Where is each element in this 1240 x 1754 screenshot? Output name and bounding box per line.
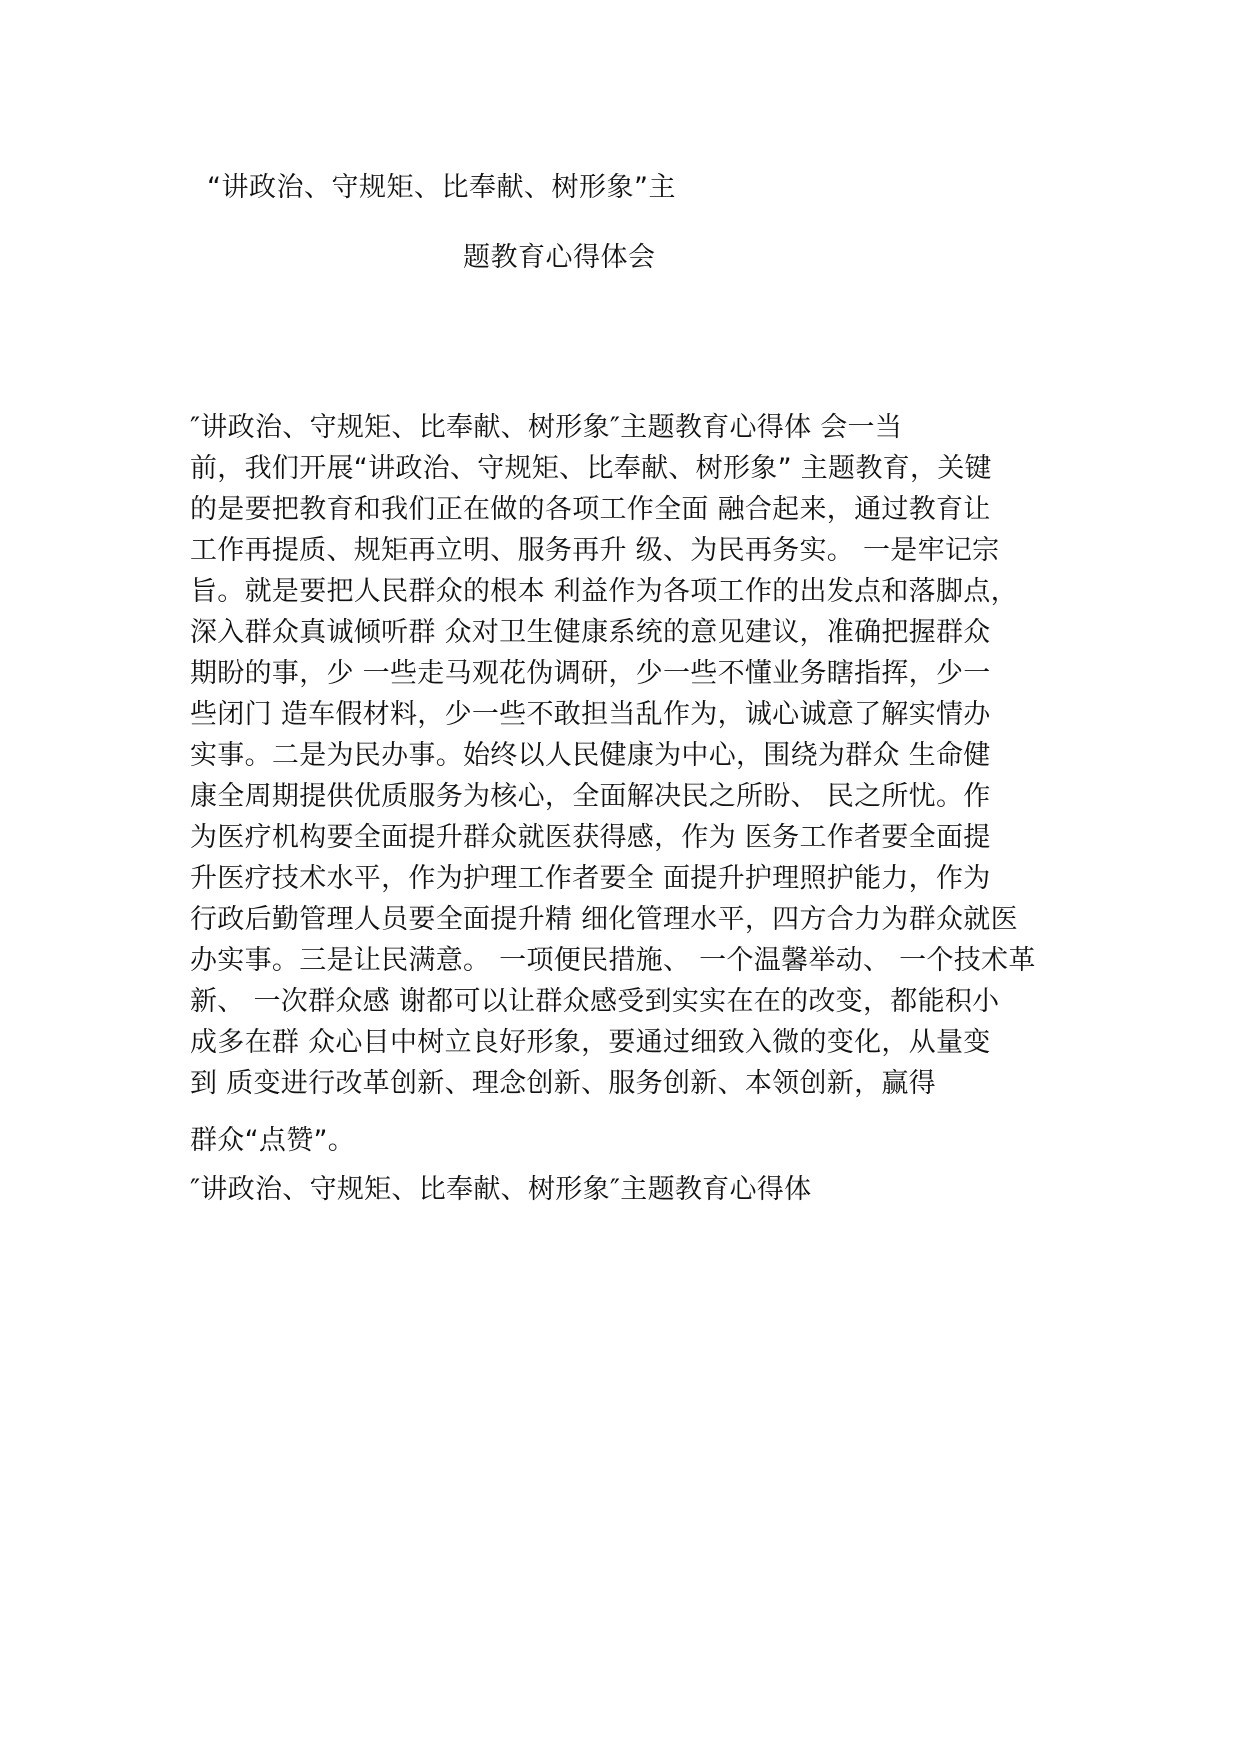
- body-line-12: 升医疗技术水平，作为护理工作者要全 面提升护理照护能力，作为: [190, 863, 991, 894]
- body-line-16: 成多在群 众心目中树立良好形象，要通过细致入微的变化，从量变: [190, 1027, 991, 1058]
- body-line-4: 工作再提质、规矩再立明、服务再升 级、为民再务实。 一是牢记宗: [190, 535, 1000, 566]
- body-line-8: 些闭门 造车假材料，少一些不敢担当乱作为，诚心诚意了解实情办: [190, 699, 991, 730]
- body-line-2: 前，我们开展“讲政治、守规矩、比奉献、树形象” 主题教育，关键: [190, 453, 992, 484]
- body-line-6: 深入群众真诚倾听群 众对卫生健康系统的意见建议，准确把握群众: [190, 617, 991, 648]
- body-line-17: 到 质变进行改革创新、理念创新、服务创新、本领创新，赢得: [190, 1068, 936, 1099]
- closing-line: 群众“点赞”。: [190, 1125, 356, 1156]
- body-line-5: 旨。就是要把人民群众的根本 利益作为各项工作的出发点和落脚点，: [190, 576, 1018, 607]
- body-line-7: 期盼的事，少 一些走马观花伪调研，少一些不懂业务瞎指挥，少一: [190, 658, 991, 689]
- body-line-11: 为医疗机构要全面提升群众就医获得感，作为 医务工作者要全面提: [190, 822, 991, 853]
- body-line-9: 实事。二是为民办事。始终以人民健康为中心，围绕为群众 生命健: [190, 740, 991, 771]
- document-title-line-2: 题教育心得体会: [463, 242, 656, 273]
- body-line-14: 办实事。三是让民满意。 一项便民措施、 一个温馨举动、 一个技术革: [190, 945, 1036, 976]
- body-line-3: 的是要把教育和我们正在做的各项工作全面 融合起来，通过教育让: [190, 494, 991, 525]
- repeat-title-line: ″讲政治、守规矩、比奉献、树形象″主题教育心得体: [190, 1174, 812, 1205]
- body-line-13: 行政后勤管理人员要全面提升精 细化管理水平，四方合力为群众就医: [190, 904, 1018, 935]
- body-line-15: 新、 一次群众感 谢都可以让群众感受到实实在在的改变，都能积小: [190, 986, 1000, 1017]
- body-line-1: ″讲政治、守规矩、比奉献、树形象″主题教育心得体 会一当: [190, 412, 903, 443]
- document-title-line-1: “讲政治、守规矩、比奉献、树形象”主: [207, 172, 676, 203]
- body-line-10: 康全周期提供优质服务为核心，全面解决民之所盼、 民之所忧。作: [190, 781, 991, 812]
